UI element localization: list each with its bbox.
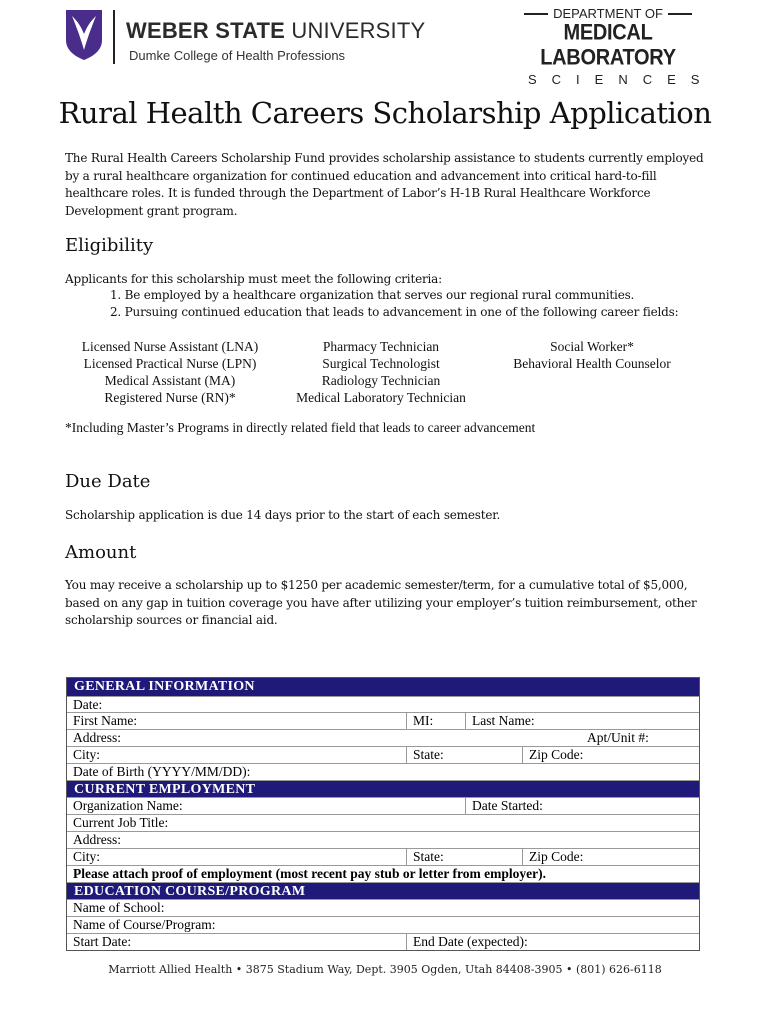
career-field: Surgical Technologist	[322, 356, 440, 371]
course-field[interactable]: Name of Course/Program:	[73, 917, 216, 933]
dob-row	[67, 763, 699, 780]
proof-note-row	[67, 865, 699, 882]
application-form	[66, 677, 700, 951]
criterion-1: 1. Be employed by a healthcare organization that serves our regional rural communities.	[110, 288, 635, 302]
dates-row	[67, 933, 699, 950]
page-footer: Marriott Allied Health • 3875 Stadium Way, Dept. 3905 Ogden, Utah 84408-3905 • (801) 626-6118	[108, 963, 662, 976]
section-general-header: GENERAL INFORMATION	[67, 678, 699, 696]
section-employment-header: CURRENT EMPLOYMENT	[67, 780, 699, 798]
last-name-field[interactable]: Last Name:	[472, 713, 535, 729]
zip-field[interactable]: Zip Code:	[529, 747, 584, 763]
header-divider	[113, 10, 115, 64]
date-row[interactable]	[67, 696, 699, 713]
career-field: Behavioral Health Counselor	[513, 356, 671, 371]
dept-of-label: DEPARTMENT OF	[553, 6, 663, 21]
org-row	[67, 797, 699, 814]
end-date-field[interactable]: End Date (expected):	[413, 934, 528, 950]
eligibility-footnote: *Including Master’s Programs in directly related field that leads to career advancement	[65, 420, 536, 435]
career-field: Licensed Nurse Assistant (LNA)	[81, 339, 259, 354]
criterion-2: 2. Pursuing continued education that leads to advancement in one of the following career fields:	[110, 305, 679, 319]
city-field[interactable]: City:	[73, 747, 101, 763]
intro-paragraph: The Rural Health Careers Scholarship Fund provides scholarship assistance to students currently employed by a rural healthcare organization for continued education and advancement into critical hard-to-fill healthcare roles. It is funded through the Department of Labor’s H-1B Rural Healthcare Workforce Development grant program.	[65, 151, 704, 218]
start-date-field[interactable]: Start Date:	[73, 934, 132, 950]
department-logo	[516, 6, 715, 87]
career-fields-col1	[70, 338, 270, 406]
dept-title: MEDICAL LABORATORY	[540, 20, 676, 71]
career-field: Medical Assistant (MA)	[104, 373, 236, 388]
college-name: Dumke College of Health Professions	[129, 48, 346, 63]
eligibility-heading: Eligibility	[65, 235, 154, 256]
mi-field[interactable]: MI:	[413, 713, 434, 729]
employer-city-field[interactable]: City:	[73, 849, 101, 865]
name-row	[67, 712, 699, 729]
due-date-heading: Due Date	[65, 471, 151, 492]
employer-address-row	[67, 831, 699, 848]
career-fields-col3	[492, 338, 692, 372]
first-name-field[interactable]: First Name:	[73, 713, 138, 729]
date-label: Date:	[73, 696, 103, 712]
course-row	[67, 916, 699, 933]
state-field[interactable]: State:	[413, 747, 444, 763]
proof-of-employment-note: Please attach proof of employment (most recent pay stub or letter from employer).	[73, 866, 547, 882]
career-field: Registered Nurse (RN)*	[104, 390, 236, 405]
wsu-shield-logo	[66, 10, 102, 65]
date-started-field[interactable]: Date Started:	[472, 798, 543, 814]
career-field: Pharmacy Technician	[322, 339, 440, 354]
career-field: Medical Laboratory Technician	[296, 390, 466, 405]
employer-address-field[interactable]: Address:	[73, 832, 121, 848]
due-date-text: Scholarship application is due 14 days prior to the start of each semester.	[65, 508, 501, 522]
dept-subtitle: SCIENCES	[528, 72, 715, 87]
career-field: Social Worker*	[550, 339, 634, 354]
organization-field[interactable]: Organization Name:	[73, 798, 183, 814]
address-field[interactable]: Address:	[73, 730, 121, 746]
career-field: Licensed Practical Nurse (LPN)	[83, 356, 257, 371]
apt-unit-field[interactable]: Apt/Unit #:	[587, 730, 649, 746]
career-fields-col2	[281, 338, 481, 406]
university-name: WEBER STATE UNIVERSITY	[126, 18, 426, 43]
job-title-row	[67, 814, 699, 831]
job-title-field[interactable]: Current Job Title:	[73, 815, 169, 831]
address-row	[67, 729, 699, 746]
eligibility-lead: Applicants for this scholarship must meet the following criteria:	[65, 272, 442, 286]
amount-heading: Amount	[65, 542, 137, 563]
school-row	[67, 899, 699, 916]
section-education-header: EDUCATION COURSE/PROGRAM	[67, 882, 699, 900]
page-title: Rural Health Careers Scholarship Application	[58, 96, 712, 130]
employer-state-field[interactable]: State:	[413, 849, 444, 865]
dob-field[interactable]: Date of Birth (YYYY/MM/DD):	[73, 764, 251, 780]
amount-text: You may receive a scholarship up to $1250 per academic semester/term, for a cumulative total of $5,000, based on any gap in tuition coverage you have after utilizing your employer’s tuition reimbursement, other scholarship sources or financial aid.	[65, 578, 697, 627]
career-field: Radiology Technician	[321, 373, 441, 388]
employer-zip-field[interactable]: Zip Code:	[529, 849, 584, 865]
employer-city-row	[67, 848, 699, 865]
city-row	[67, 746, 699, 763]
school-field[interactable]: Name of School:	[73, 900, 165, 916]
